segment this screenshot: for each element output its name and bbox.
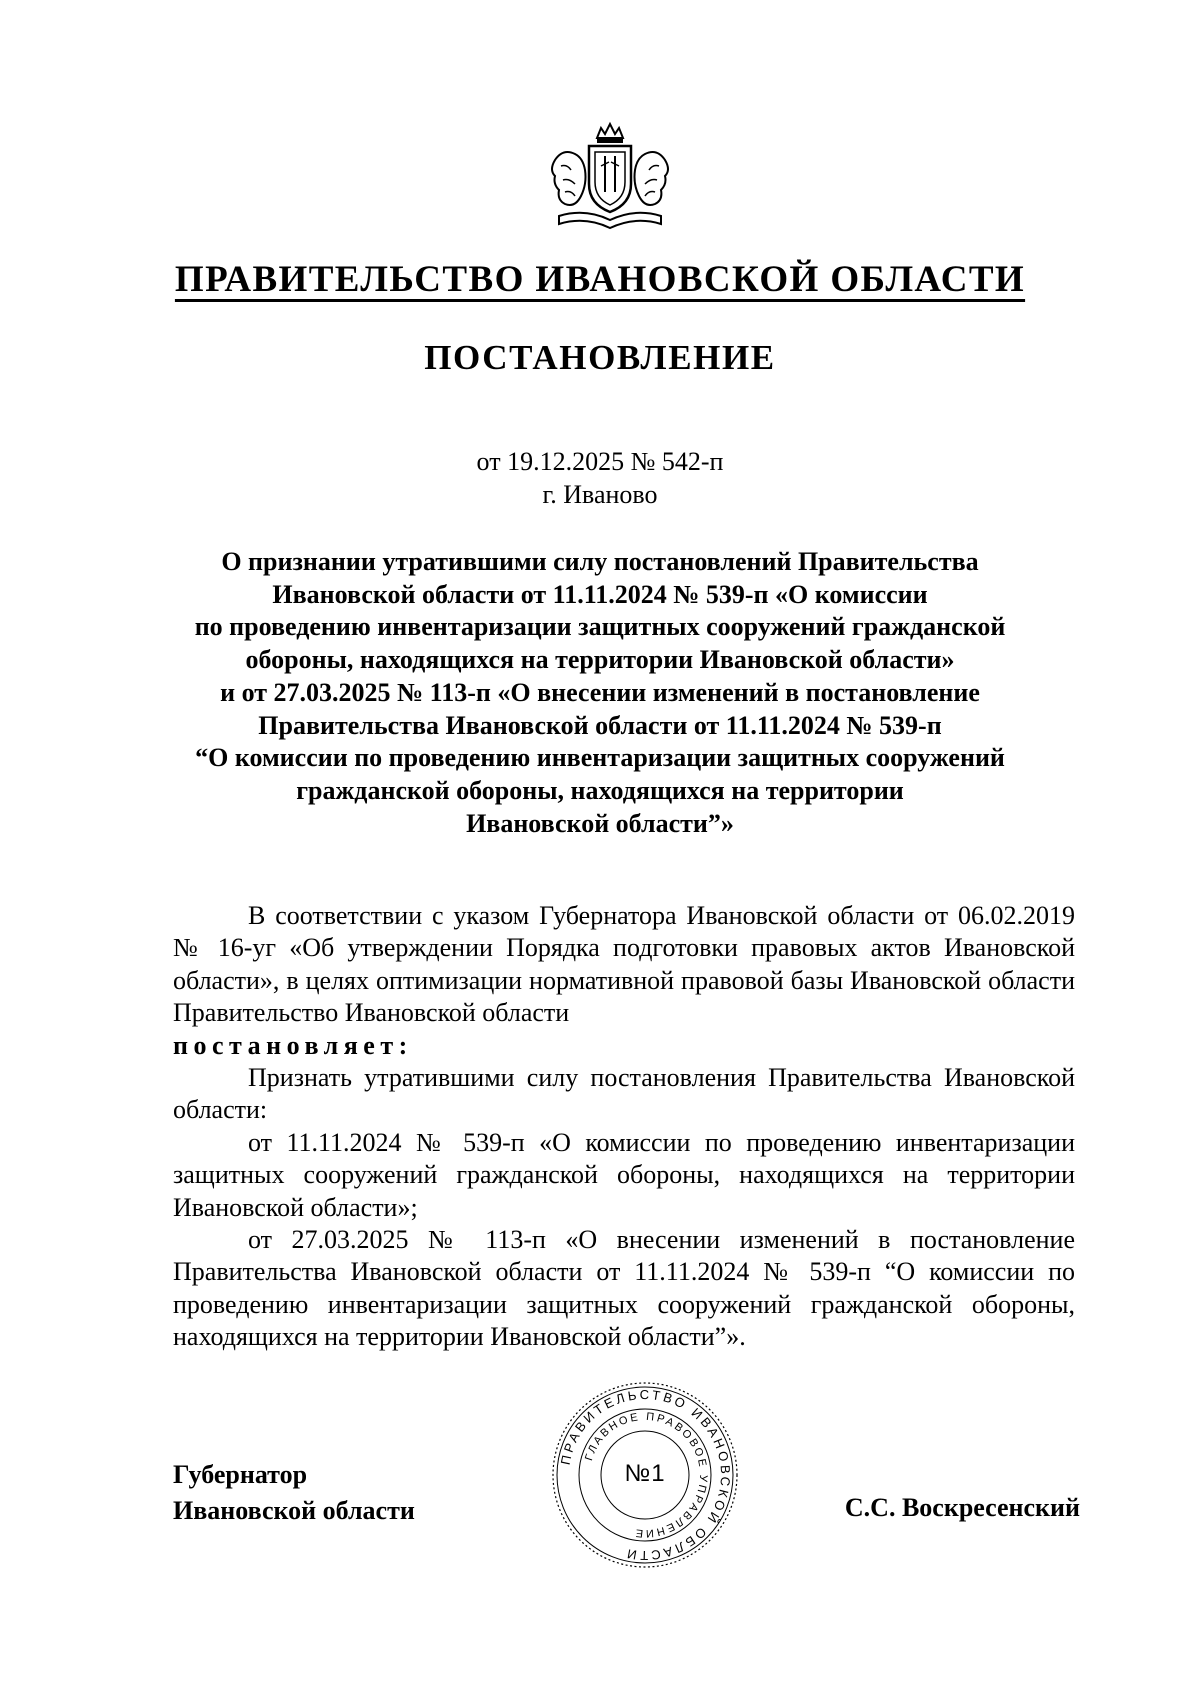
subject-line: Ивановской области”»: [466, 808, 734, 838]
document-subject: [150, 546, 1050, 840]
repealed-item-2: от 27.03.2025 № 113-п «О внесении изменений в постановление Правительства Ивановской области от 11.11.2024 № 539-п “О комиссии по проведению инвентаризации защитных сооружений гражданской обороны, находящихся на территории Ивановской области”».: [173, 1225, 1075, 1352]
subject-line: “О комиссии по проведению инвентаризации защитных сооружений: [195, 743, 1005, 773]
stamp-number: №1: [624, 1460, 666, 1487]
signer-position-line: Ивановской области: [173, 1496, 415, 1525]
stamp-inner-text: ГЛАВНОЕ ПРАВОВОЕ УПРАВЛЕНИЕ: [583, 1410, 710, 1540]
subject-line: гражданской обороны, находящихся на территории: [296, 775, 904, 805]
subject-line: по проведению инвентаризации защитных сооружений гражданской: [194, 612, 1006, 642]
document-type: ПОСТАНОВЛЕНИЕ: [424, 338, 776, 377]
signer-position-line: Губернатор: [173, 1460, 308, 1489]
item-intro-paragraph: Признать утратившими силу постановления Правительства Ивановской области:: [173, 1063, 1075, 1125]
stamp-outer-text: ПРАВИТЕЛЬСТВО ИВАНОВСКОЙ ОБЛАСТИ: [557, 1386, 734, 1564]
official-stamp: [550, 1380, 740, 1570]
preamble-paragraph: В соответствии с указом Губернатора Ивановской области от 06.02.2019 № 16-уг «Об утверждении Порядка подготовки правовых актов Ивановской области», в целях оптимизации нормативной правовой базы Ивановской области Правительство Ивановской области: [173, 901, 1075, 1028]
document-city: г. Иваново: [542, 480, 658, 509]
decrees-word: постановляет:: [173, 1030, 413, 1060]
document-date-number: от 19.12.2025 № 542-п: [476, 447, 724, 476]
government-title: ПРАВИТЕЛЬСТВО ИВАНОВСКОЙ ОБЛАСТИ: [174, 259, 1026, 300]
document-body: [173, 900, 1075, 1354]
coat-of-arms-icon: [545, 120, 675, 232]
subject-line: О признании утратившими силу постановлений Правительства: [221, 547, 979, 576]
signer-name: С.С. Воскресенский: [844, 1493, 1080, 1522]
signer-position: [173, 1457, 415, 1529]
subject-line: и от 27.03.2025 № 113-п «О внесении изменений в постановление: [220, 677, 980, 707]
repealed-item-1: от 11.11.2024 № 539-п «О комиссии по проведению инвентаризации защитных сооружений гражданской обороны, находящихся на территории Ивановской области»;: [173, 1127, 1075, 1222]
subject-line: Правительства Ивановской области от 11.11.2024 № 539-п: [258, 710, 942, 740]
subject-line: Ивановской области от 11.11.2024 № 539-п «О комиссии: [272, 579, 928, 609]
subject-line: обороны, находящихся на территории Ивановской области»: [245, 645, 955, 675]
